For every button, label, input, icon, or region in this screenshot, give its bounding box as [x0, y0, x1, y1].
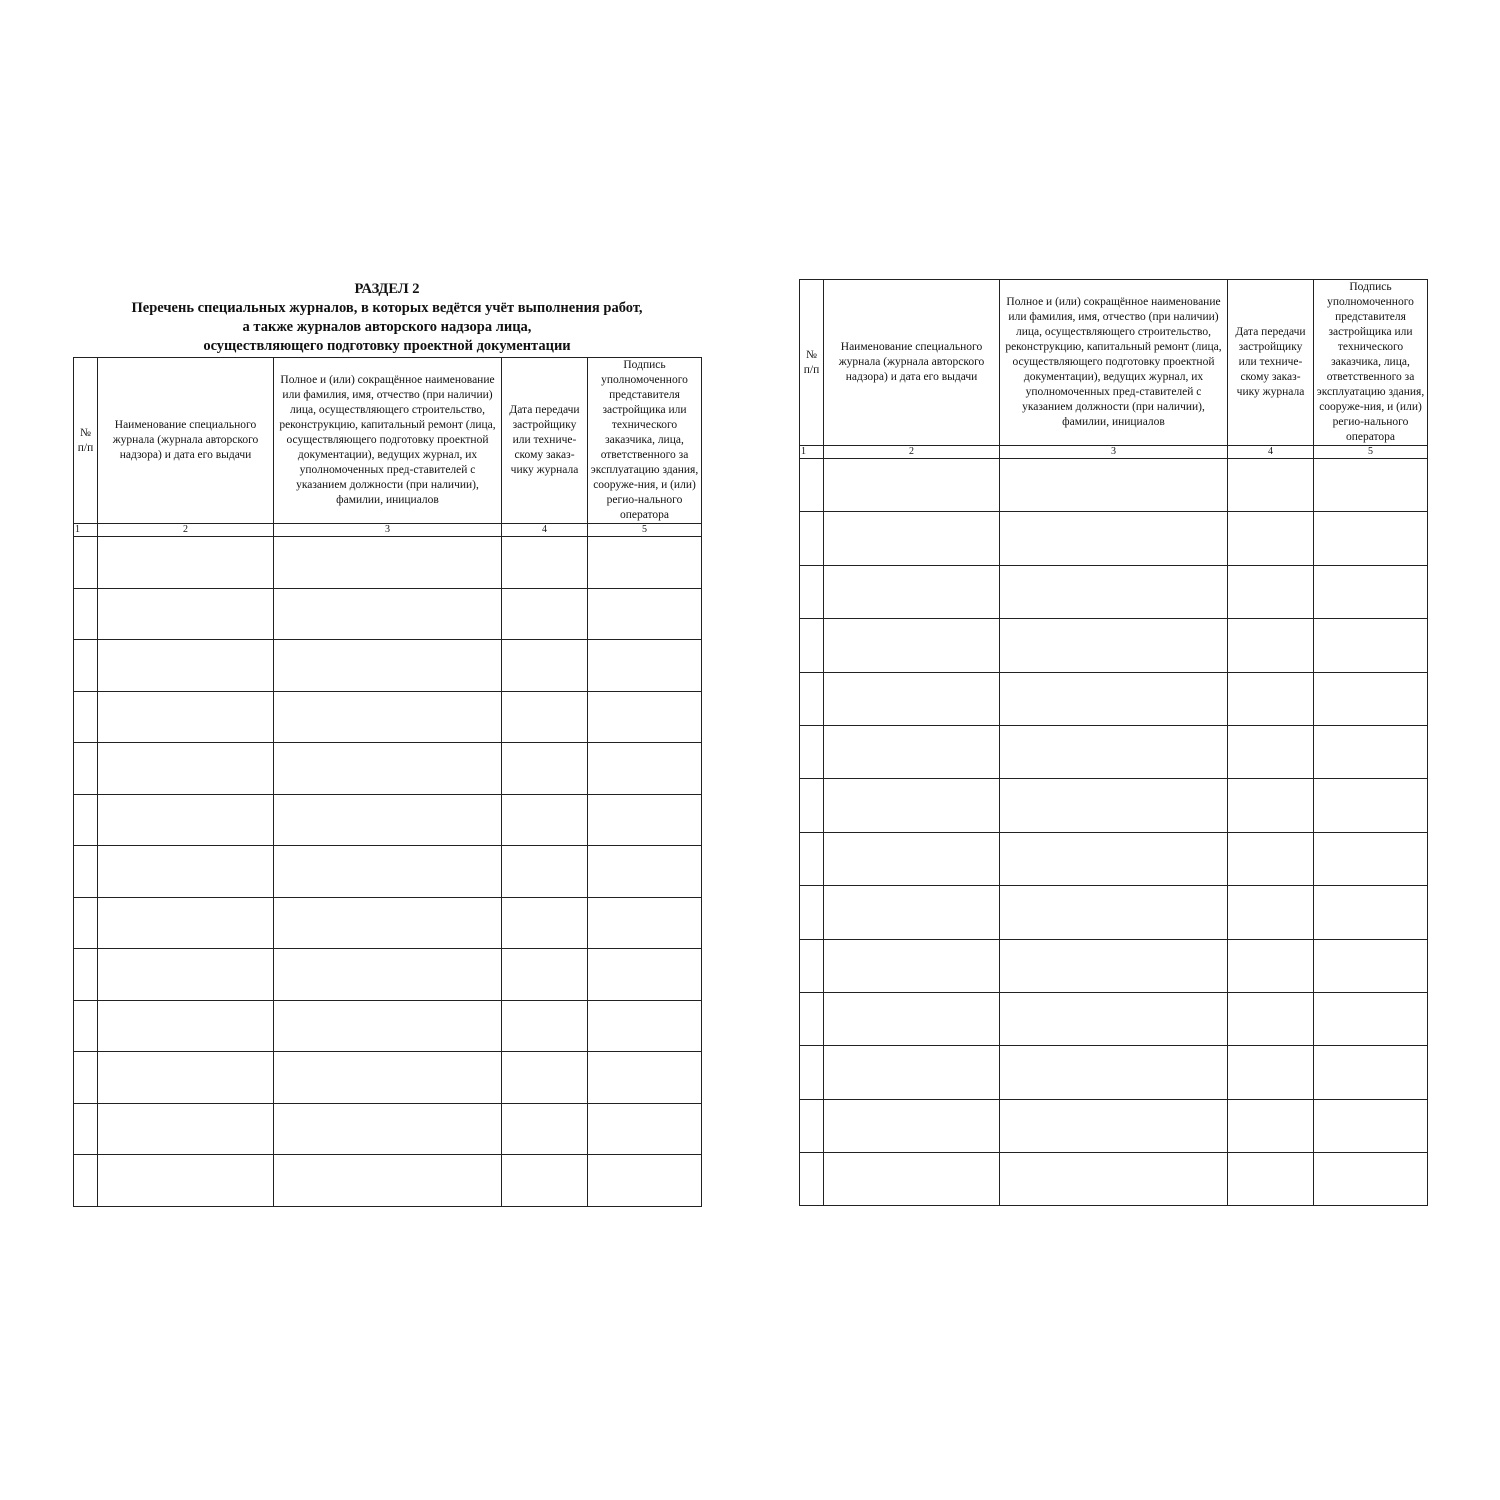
column-number-row [800, 446, 1428, 459]
table-cell [74, 588, 98, 640]
table-cell [502, 537, 588, 589]
table-cell [824, 672, 1000, 725]
table-cell [1314, 992, 1428, 1045]
table-row [800, 512, 1428, 565]
table-cell [74, 743, 98, 795]
table-cell [1000, 939, 1228, 992]
table-row [74, 640, 702, 692]
table-cell [1228, 512, 1314, 565]
table-cell [824, 992, 1000, 1045]
table-cell [74, 1000, 98, 1052]
table-row [74, 691, 702, 743]
right-page [799, 279, 1427, 1206]
table-cell [800, 725, 824, 778]
journal-table-left [73, 357, 702, 1207]
table-cell [1000, 725, 1228, 778]
table-cell [274, 897, 502, 949]
table-cell [1228, 1099, 1314, 1152]
table-cell [1000, 832, 1228, 885]
table-cell [98, 640, 274, 692]
table-cell [74, 846, 98, 898]
table-cell [502, 846, 588, 898]
header-row [800, 280, 1428, 446]
table-row [800, 619, 1428, 672]
table-row [800, 672, 1428, 725]
table-cell [98, 537, 274, 589]
table-cell [74, 1103, 98, 1155]
col-number-4: 4 [1228, 446, 1314, 459]
table-cell [74, 691, 98, 743]
table-row [74, 588, 702, 640]
section-subtitle-line-3: осуществляющего подготовку проектной документации [203, 338, 571, 354]
table-cell [824, 512, 1000, 565]
table-cell [1228, 939, 1314, 992]
table-cell [502, 1052, 588, 1104]
table-cell [1314, 779, 1428, 832]
table-cell [1000, 512, 1228, 565]
table-cell [98, 846, 274, 898]
table-cell [1314, 672, 1428, 725]
table-cell [588, 897, 702, 949]
table-cell [274, 537, 502, 589]
table-row [800, 1099, 1428, 1152]
table-cell [274, 588, 502, 640]
table-cell [588, 1000, 702, 1052]
table-cell [824, 725, 1000, 778]
table-cell [588, 1155, 702, 1207]
table-row [800, 1153, 1428, 1206]
col-number-5: 5 [588, 524, 702, 537]
col-header-journal-name: Наименование специального журнала (журнала авторского надзора) и дата его выдачи [98, 358, 274, 524]
table-cell [1228, 459, 1314, 512]
table-cell [1228, 779, 1314, 832]
col-header-responsible-person: Полное и (или) сокращённое наименование или фамилия, имя, отчество (при наличии) лица, осуществляющего строительство, реконструкцию, капитальный ремонт (лица, осуществляющего подготовку проектной документации), ведущих журнал, их уполномоченных пред-ставителей с указанием должности (при наличии), фамилии, инициалов [274, 358, 502, 524]
table-cell [1314, 1153, 1428, 1206]
table-cell [1314, 619, 1428, 672]
table-cell [824, 459, 1000, 512]
table-cell [74, 897, 98, 949]
table-cell [1314, 725, 1428, 778]
table-cell [1000, 886, 1228, 939]
table-row [74, 949, 702, 1001]
table-cell [74, 640, 98, 692]
table-cell [1000, 672, 1228, 725]
table-row [74, 1052, 702, 1104]
table-cell [800, 1153, 824, 1206]
left-page [73, 280, 701, 1207]
table-cell [1314, 459, 1428, 512]
table-cell [824, 939, 1000, 992]
table-cell [1000, 1153, 1228, 1206]
table-cell [98, 794, 274, 846]
table-cell [800, 565, 824, 618]
table-cell [1314, 1099, 1428, 1152]
table-cell [1228, 1046, 1314, 1099]
table-cell [588, 691, 702, 743]
table-cell [274, 949, 502, 1001]
table-cell [274, 1103, 502, 1155]
table-cell [98, 691, 274, 743]
table-cell [74, 1155, 98, 1207]
table-cell [502, 1155, 588, 1207]
table-row [74, 1103, 702, 1155]
table-cell [74, 794, 98, 846]
table-cell [502, 1103, 588, 1155]
table-cell [800, 619, 824, 672]
col-number-3: 3 [1000, 446, 1228, 459]
table-cell [98, 1155, 274, 1207]
table-cell [502, 1000, 588, 1052]
section-heading [73, 280, 701, 356]
table-cell [502, 588, 588, 640]
table-cell [800, 512, 824, 565]
table-row [74, 1000, 702, 1052]
table-row [74, 897, 702, 949]
table-cell [588, 537, 702, 589]
table-cell [74, 1052, 98, 1104]
table-cell [1000, 1046, 1228, 1099]
table-body-left [74, 537, 702, 1207]
col-number-1: 1 [800, 446, 824, 459]
table-cell [274, 640, 502, 692]
table-row [74, 794, 702, 846]
table-row [800, 725, 1428, 778]
col-number-1: 1 [74, 524, 98, 537]
col-header-number: № п/п [74, 358, 98, 524]
table-cell [824, 886, 1000, 939]
table-cell [588, 846, 702, 898]
table-cell [1000, 565, 1228, 618]
col-header-journal-name: Наименование специального журнала (журнала авторского надзора) и дата его выдачи [824, 280, 1000, 446]
table-cell [800, 779, 824, 832]
table-cell [1228, 725, 1314, 778]
table-cell [1228, 565, 1314, 618]
table-cell [824, 619, 1000, 672]
table-cell [1000, 992, 1228, 1045]
table-cell [98, 1052, 274, 1104]
table-cell [274, 1155, 502, 1207]
table-cell [800, 1099, 824, 1152]
table-row [74, 537, 702, 589]
table-row [800, 992, 1428, 1045]
section-title: РАЗДЕЛ 2 [354, 281, 420, 297]
table-cell [502, 897, 588, 949]
table-cell [1000, 1099, 1228, 1152]
table-cell [800, 832, 824, 885]
table-cell [1314, 512, 1428, 565]
col-number-2: 2 [98, 524, 274, 537]
table-cell [824, 1153, 1000, 1206]
col-number-3: 3 [274, 524, 502, 537]
col-number-5: 5 [1314, 446, 1428, 459]
table-cell [1228, 619, 1314, 672]
table-row [74, 846, 702, 898]
table-cell [588, 1103, 702, 1155]
table-cell [588, 1052, 702, 1104]
table-cell [98, 1103, 274, 1155]
table-row [800, 779, 1428, 832]
table-cell [98, 588, 274, 640]
table-row [800, 886, 1428, 939]
table-cell [800, 939, 824, 992]
section-subtitle-line-1: Перечень специальных журналов, в которых ведётся учёт выполнения работ, [131, 300, 643, 316]
table-cell [824, 1046, 1000, 1099]
table-cell [800, 459, 824, 512]
table-cell [588, 588, 702, 640]
table-row [800, 1046, 1428, 1099]
header-row [74, 358, 702, 524]
table-cell [800, 992, 824, 1045]
table-cell [824, 1099, 1000, 1152]
table-cell [98, 949, 274, 1001]
col-header-signature: Подпись уполномоченного представителя застройщика или технического заказчика, лица, ответственного за эксплуатацию здания, сооруже-ния, и (или) регио-нального оператора [588, 358, 702, 524]
table-cell [502, 949, 588, 1001]
column-number-row [74, 524, 702, 537]
table-cell [274, 1000, 502, 1052]
table-cell [98, 897, 274, 949]
col-header-responsible-person: Полное и (или) сокращённое наименование или фамилия, имя, отчество (при наличии) лица, осуществляющего строительство, реконструкцию, капитальный ремонт (лица, осуществляющего подготовку проектной документации), ведущих журнал, их уполномоченных пред-ставителей с указанием должности (при наличии), фамилии, инициалов [1000, 280, 1228, 446]
table-cell [1228, 1153, 1314, 1206]
table-cell [1228, 992, 1314, 1045]
table-cell [1228, 886, 1314, 939]
table-cell [1314, 1046, 1428, 1099]
table-cell [1000, 459, 1228, 512]
table-cell [1000, 779, 1228, 832]
table-cell [1228, 672, 1314, 725]
table-cell [800, 672, 824, 725]
table-cell [588, 743, 702, 795]
table-body-right [800, 459, 1428, 1206]
table-cell [274, 691, 502, 743]
table-cell [588, 794, 702, 846]
table-cell [1314, 565, 1428, 618]
section-subtitle-line-2: а также журналов авторского надзора лица, [242, 319, 532, 335]
table-cell [274, 743, 502, 795]
table-cell [824, 565, 1000, 618]
table-cell [274, 1052, 502, 1104]
table-cell [1000, 619, 1228, 672]
table-cell [800, 886, 824, 939]
col-header-signature: Подпись уполномоченного представителя застройщика или технического заказчика, лица, ответственного за эксплуатацию здания, сооруже-ния, и (или) регио-нального оператора [1314, 280, 1428, 446]
table-cell [98, 743, 274, 795]
table-cell [502, 640, 588, 692]
table-row [800, 459, 1428, 512]
table-cell [1314, 832, 1428, 885]
table-row [74, 1155, 702, 1207]
table-row [800, 939, 1428, 992]
table-cell [824, 832, 1000, 885]
table-row [800, 832, 1428, 885]
col-number-2: 2 [824, 446, 1000, 459]
col-header-number: № п/п [800, 280, 824, 446]
table-cell [502, 691, 588, 743]
table-cell [1228, 832, 1314, 885]
col-header-transfer-date: Дата передачи застройщику или техниче-скому заказ-чику журнала [1228, 280, 1314, 446]
table-cell [800, 1046, 824, 1099]
table-cell [588, 949, 702, 1001]
table-cell [824, 779, 1000, 832]
table-cell [1314, 886, 1428, 939]
journal-table-right [799, 279, 1428, 1206]
col-header-transfer-date: Дата передачи застройщику или техниче-скому заказ-чику журнала [502, 358, 588, 524]
table-cell [74, 949, 98, 1001]
table-cell [1314, 939, 1428, 992]
table-cell [274, 846, 502, 898]
table-row [800, 565, 1428, 618]
table-cell [74, 537, 98, 589]
table-cell [502, 743, 588, 795]
col-number-4: 4 [502, 524, 588, 537]
table-cell [98, 1000, 274, 1052]
table-row [74, 743, 702, 795]
table-cell [588, 640, 702, 692]
table-cell [502, 794, 588, 846]
table-cell [274, 794, 502, 846]
